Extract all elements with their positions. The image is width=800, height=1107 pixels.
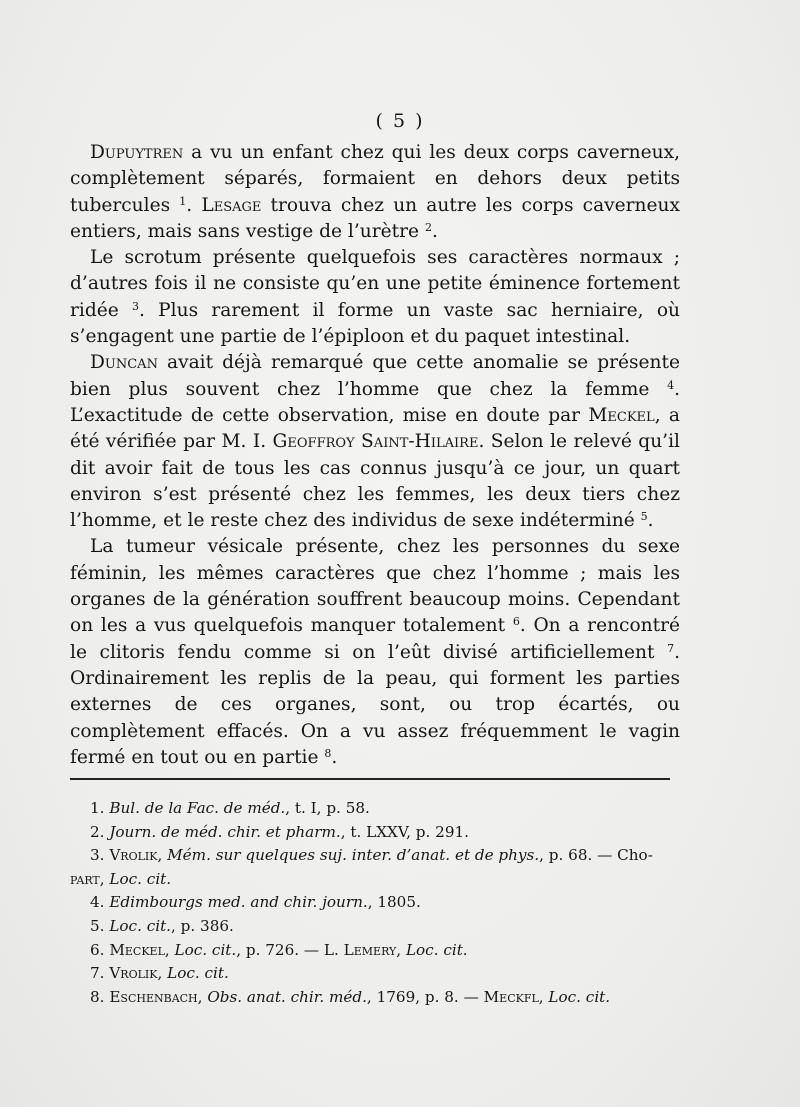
text-run: . L’exactitude de cette observation, mise en doute par	[70, 378, 680, 426]
text-run: , p. 386.	[171, 916, 234, 935]
text-run: 6.	[90, 940, 110, 959]
text-run: ,	[164, 940, 175, 959]
paragraph	[70, 534, 680, 771]
footnote	[70, 939, 690, 963]
page-number: ( 5 )	[375, 110, 425, 132]
author-name: Vrolik	[109, 964, 158, 983]
text-run: , a été vérifiée par M. I.	[70, 404, 680, 453]
author-name: Lemery	[343, 940, 397, 959]
citation-title: Journ. de méd. chir. et pharm.	[109, 822, 341, 841]
text-run: ,	[396, 940, 406, 959]
footnote	[70, 962, 690, 986]
footnote-ref: 3	[132, 299, 139, 313]
text-run: 3.	[90, 846, 110, 865]
author-name: Meckel	[588, 404, 655, 426]
footnote	[70, 821, 690, 845]
body-text	[70, 140, 680, 771]
text-run: 8.	[90, 987, 110, 1006]
text-run: avait déjà remarqué que cette anomalie se présente bien plus souvent chez l’homme que chez la femme	[70, 352, 680, 400]
citation-title: Loc. cit.	[548, 987, 611, 1006]
text-run: . Ordinairement les replis de la peau, qui forment les parties externes de ces organes, sont, ou trop écartés, ou complètement effacés. On a vu assez fréquemment le vagin fermé en tout ou en partie	[70, 641, 680, 768]
citation-title: Loc. cit.	[167, 964, 229, 983]
text-run: ,	[197, 987, 208, 1006]
citation-title: Loc. cit.	[109, 916, 172, 935]
footnote-ref: 6	[512, 615, 520, 629]
author-name: Geoffroy Saint-Hilaire	[272, 431, 479, 453]
text-run: 1.	[90, 799, 110, 817]
citation-title: Loc. cit.	[174, 940, 237, 959]
author-name: Meckel	[109, 940, 165, 959]
citation-title: Loc. cit.	[109, 869, 172, 888]
text-run: 7.	[90, 964, 110, 983]
paragraph	[70, 350, 680, 534]
text-run: La tumeur vésicale présente, chez les personnes du sexe féminin, les mêmes caractères que chez l’homme ; mais les organes de la génération souffrent beaucoup moins. Cependant on les a vus quelquefois manquer totalement	[70, 536, 680, 637]
text-run: . On a rencontré le clitoris fendu comme si on l’eût divisé artificiellement	[70, 615, 681, 663]
author-name: Vrolik	[109, 846, 158, 865]
citation-title: Loc. cit.	[405, 940, 468, 959]
author-name: part	[70, 869, 100, 888]
footnote-ref: 8	[324, 746, 332, 760]
text-run: , t. I, p. 58.	[285, 799, 370, 817]
text-run: , 1805.	[367, 893, 421, 912]
citation-title: Mém. sur quelques suj. inter. d’anat. et de phys.	[167, 846, 540, 865]
text-run: .	[331, 746, 338, 768]
text-run: ,	[157, 846, 168, 865]
text-run: , 1769, p. 8. —	[366, 987, 484, 1006]
text-run: , p. 68. — Cho-	[539, 846, 653, 865]
text-run: ,	[538, 987, 549, 1006]
text-run: a vu un enfant chez qui les deux corps caverneux, complètement séparés, formaient en dehors deux petits tubercules	[70, 142, 680, 216]
paragraph	[70, 245, 680, 350]
footnote	[70, 915, 690, 939]
text-run: , t. LXXV, p. 291.	[340, 822, 469, 841]
footnote-ref: 4	[667, 378, 675, 392]
footnote-separator	[70, 778, 670, 780]
citation-title: Obs. anat. chir. méd.	[207, 987, 367, 1006]
author-name: Meckfl	[483, 987, 539, 1006]
author-name: Lesage	[201, 194, 262, 216]
footnote	[70, 868, 690, 892]
footnote-ref: 7	[667, 641, 675, 655]
footnotes	[70, 797, 690, 1009]
text-run: 2.	[90, 822, 110, 841]
text-run: 5.	[90, 916, 110, 935]
text-run: .	[647, 510, 654, 532]
text-run: .	[186, 194, 202, 216]
text-run: ,	[99, 869, 110, 888]
paragraph	[70, 140, 680, 245]
citation-title: Bul. de la Fac. de méd.	[109, 799, 286, 817]
text-run: . Selon le relevé qu’il dit avoir fait de tous les cas connus jusqu’à ce jour, un quart environ s’est présenté chez les femmes, les deux tiers chez l’homme, et le reste chez des individus de sexe indéterminé	[70, 431, 680, 532]
text-run: , p. 726. — L.	[236, 940, 344, 959]
footnote-ref: 5	[640, 510, 648, 524]
footnote	[70, 891, 690, 915]
author-name: Duncan	[90, 352, 158, 374]
footnote-ref: 2	[424, 220, 432, 234]
text-run: 4.	[90, 893, 110, 912]
text-run: Le scrotum présente quelquefois ses caractères normaux ; d’autres fois il ne consiste qu’en une petite éminence fortement ridée	[70, 247, 680, 321]
footnote	[70, 844, 690, 868]
text-run: trouva chez un autre les corps caverneux entiers, mais sans vestige de l’urètre	[70, 194, 680, 242]
text-run: . Plus rarement il forme un vaste sac herniaire, où s’engagent une partie de l’épiploon et du paquet intestinal.	[70, 299, 680, 348]
author-name: Dupuytren	[90, 142, 184, 163]
footnote	[70, 797, 690, 821]
author-name: Eschenbach	[109, 987, 198, 1006]
footnote	[70, 986, 690, 1010]
text-run: ,	[157, 964, 168, 983]
footnote-ref: 1	[179, 194, 187, 208]
citation-title: Edimbourgs med. and chir. journ.	[109, 893, 368, 912]
text-run: .	[431, 220, 438, 242]
